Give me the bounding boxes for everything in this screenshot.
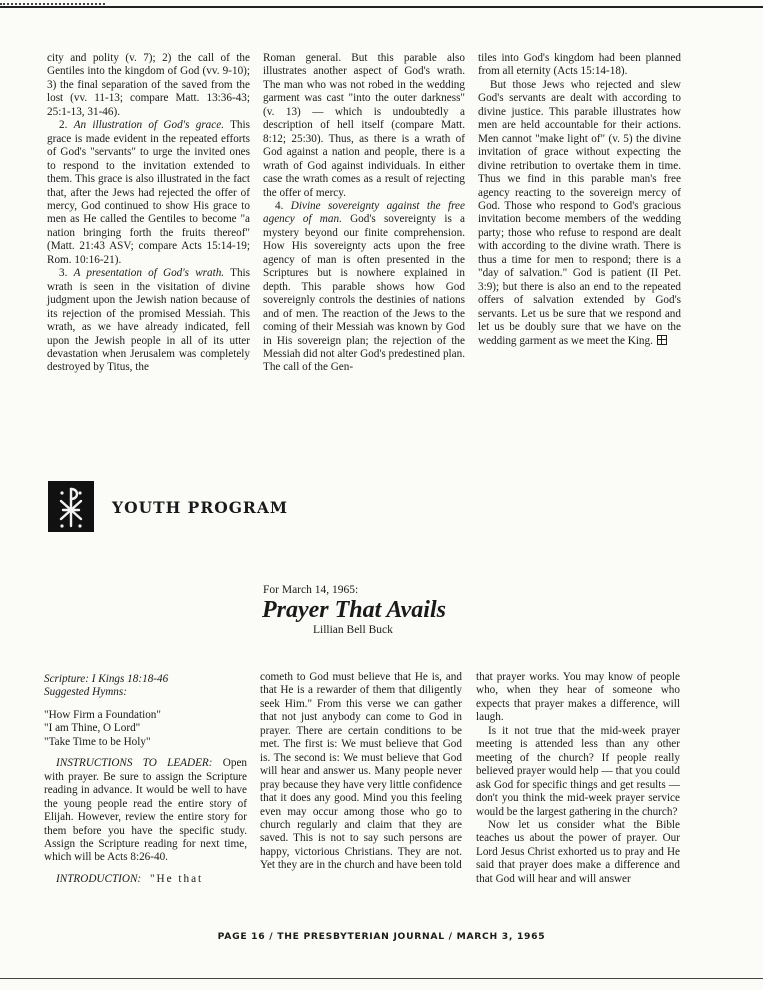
end-of-article-mark-icon	[657, 335, 667, 345]
paragraph: 4. Divine sovereignty against the free agency of man. God's sovereignty is a mystery beyond our finite comprehension. How His sovereignty acts upon the free agency of man is often presented in the Scriptures but is nowhere explained in depth. This parable shows how God sovereignly controls the destinies of nations and of men. The reaction of the Jews to the coming of their Messiah was known by God in His sovereign plan; the rejection of the Messiah did not alter God's predestined plan. The call of the Gen-	[263, 199, 465, 374]
article-column-1	[47, 52, 250, 375]
top-rule	[0, 6, 763, 8]
top-dotted-rule	[0, 3, 105, 5]
paragraph: But those Jews who rejected and slew God's servants are dealt with according to divine justice. This parable illustrates how men are held accountable for their actions. Men cannot "make light of" (v. 5) the divine invitation of grace without expecting the divine retribution to overtake them in time. Thus we find in this parable man's free agency reacting to the sovereign mercy of God. Those who respond to God's gracious invitation become members of the wedding party; those who refuse to respond are dealt with according to the divine wrath. There is thus a time for men to respond; there is a "day of salvation." God is patient (II Pet. 3:9); but there is also an end to the repeated offers of salvation extended by God's servants. Let us be sure that we respond and let us be doubly sure that we have on the wedding garment as we meet the King.	[478, 78, 681, 347]
introduction-label: INTRODUCTION:	[56, 872, 142, 885]
point-heading: Divine sovereignty against the free agency of man.	[263, 199, 465, 226]
paragraph: cometh to God must believe that He is, and that He is a rewarder of them that diligently seek Him." From this verse we can gather that not just anybody can come to God in prayer. There are certain conditions to be met. The first is: We must believe that God is. The second is: We must believe that God will hear and answer us. Many people never pray because they have very little confidence that it does any good. Mind you this feeling even may occur among those who go to church regularly and claim that they are saved. This is not to say such persons are happy, victorious Christians. They are not. Yet they are in the church and have been told	[260, 671, 462, 872]
instructions-label: INSTRUCTIONS TO LEADER:	[56, 757, 213, 770]
bottom-rule	[0, 978, 763, 979]
scripture-line: Scripture: I Kings 18:18-46	[44, 673, 169, 685]
chi-rho-icon	[48, 481, 94, 532]
program-column-2	[260, 671, 462, 873]
paragraph: 2. An illustration of God's grace. This grace is made evident in the repeated efforts of God's "servants" to urge the invited ones to respond to the invitation extended to them. This grace is also illustrated in the fact that, after the Jews had rejected the offer of mercy, God continued to show His grace to men as He called the Gentiles to become "a nation bringing forth the fruits thereof" (Matt. 21:43 ASV; compare Acts 15:14-19; Rom. 10:16-21).	[47, 119, 250, 266]
hymn-item: "I am Thine, O Lord"	[44, 722, 141, 735]
paragraph: Is it not true that the mid-week prayer meeting is attended less than any other meeting of the church? If people really believed prayer would help — that you could ask God for specific things and get results — don't you think the mid-week prayer service would be the largest gathering in the church?	[476, 724, 680, 818]
program-author: Lillian Bell Buck	[313, 624, 393, 636]
paragraph: Roman general. But this parable also illustrates another aspect of God's wrath. The man who was not robed in the wedding garment was cast "into the outer darkness" (v. 13) — which is undoubtedly a description of hell itself (compare Matt. 8:12; 25:30). Thus, as there is a wrath of God against a nation and people, there is a wrath of God against individuals. In either case the wrath comes as a result of rejecting the offer of mercy.	[263, 52, 465, 199]
paragraph: Now let us consider what the Bible teaches us about the power of prayer. Our Lord Jesus Christ exhorted us to pray and He said that prayer does make a difference and that God will hear and will answer	[476, 818, 680, 885]
program-date: For March 14, 1965:	[263, 584, 359, 596]
paragraph: tiles into God's kingdom had been planned from all eternity (Acts 15:14-18).	[478, 52, 681, 78]
section-title: YOUTH PROGRAM	[112, 498, 288, 517]
paragraph: city and polity (v. 7); 2) the call of the Gentiles into the kingdom of God (vv. 9-10); 3) the final separation of the saved from the lost (vv. 11-13; compare Matt. 13:36-43; 25:1-13, 31-46).	[47, 52, 250, 118]
hymn-item: "How Firm a Foundation"	[44, 708, 161, 721]
paragraph: that prayer works. You may know of people who, when they hear of someone who expects that prayer makes a difference, will laugh.	[476, 671, 680, 724]
program-column-3	[476, 671, 680, 886]
article-column-3	[478, 52, 681, 348]
program-column-1	[44, 673, 247, 886]
article-column-2	[263, 52, 465, 375]
introduction-paragraph: INTRODUCTION: "He that	[56, 872, 204, 885]
hymns-label: Suggested Hymns:	[44, 686, 127, 699]
paragraph: 3. A presentation of God's wrath. This wrath is seen in the visitation of divine judgment upon the Jewish nation because of its rejection of the promised Messiah. This wrath, as we have already indicated, fell upon the Jewish people in all of its utter devastation when Jerusalem was completely destroyed by Titus, the	[47, 267, 250, 374]
program-title: Prayer That Avails	[262, 597, 446, 623]
page-footer: PAGE 16 / THE PRESBYTERIAN JOURNAL / MARCH 3, 1965	[217, 931, 546, 942]
point-heading: An illustration of God's grace.	[73, 119, 224, 132]
hymn-item: "Take Time to be Holy"	[44, 735, 151, 748]
point-heading: A presentation of God's wrath.	[73, 267, 225, 280]
instructions-paragraph: INSTRUCTIONS TO LEADER: Open with prayer. Be sure to assign the Scripture reading in advance. It would be well to have the young people read the entire story of Elijah. However, review the entire story for them before you have the specific study. Assign the Scripture reading for next time, which will be Acts 8:26-40.	[44, 757, 247, 864]
